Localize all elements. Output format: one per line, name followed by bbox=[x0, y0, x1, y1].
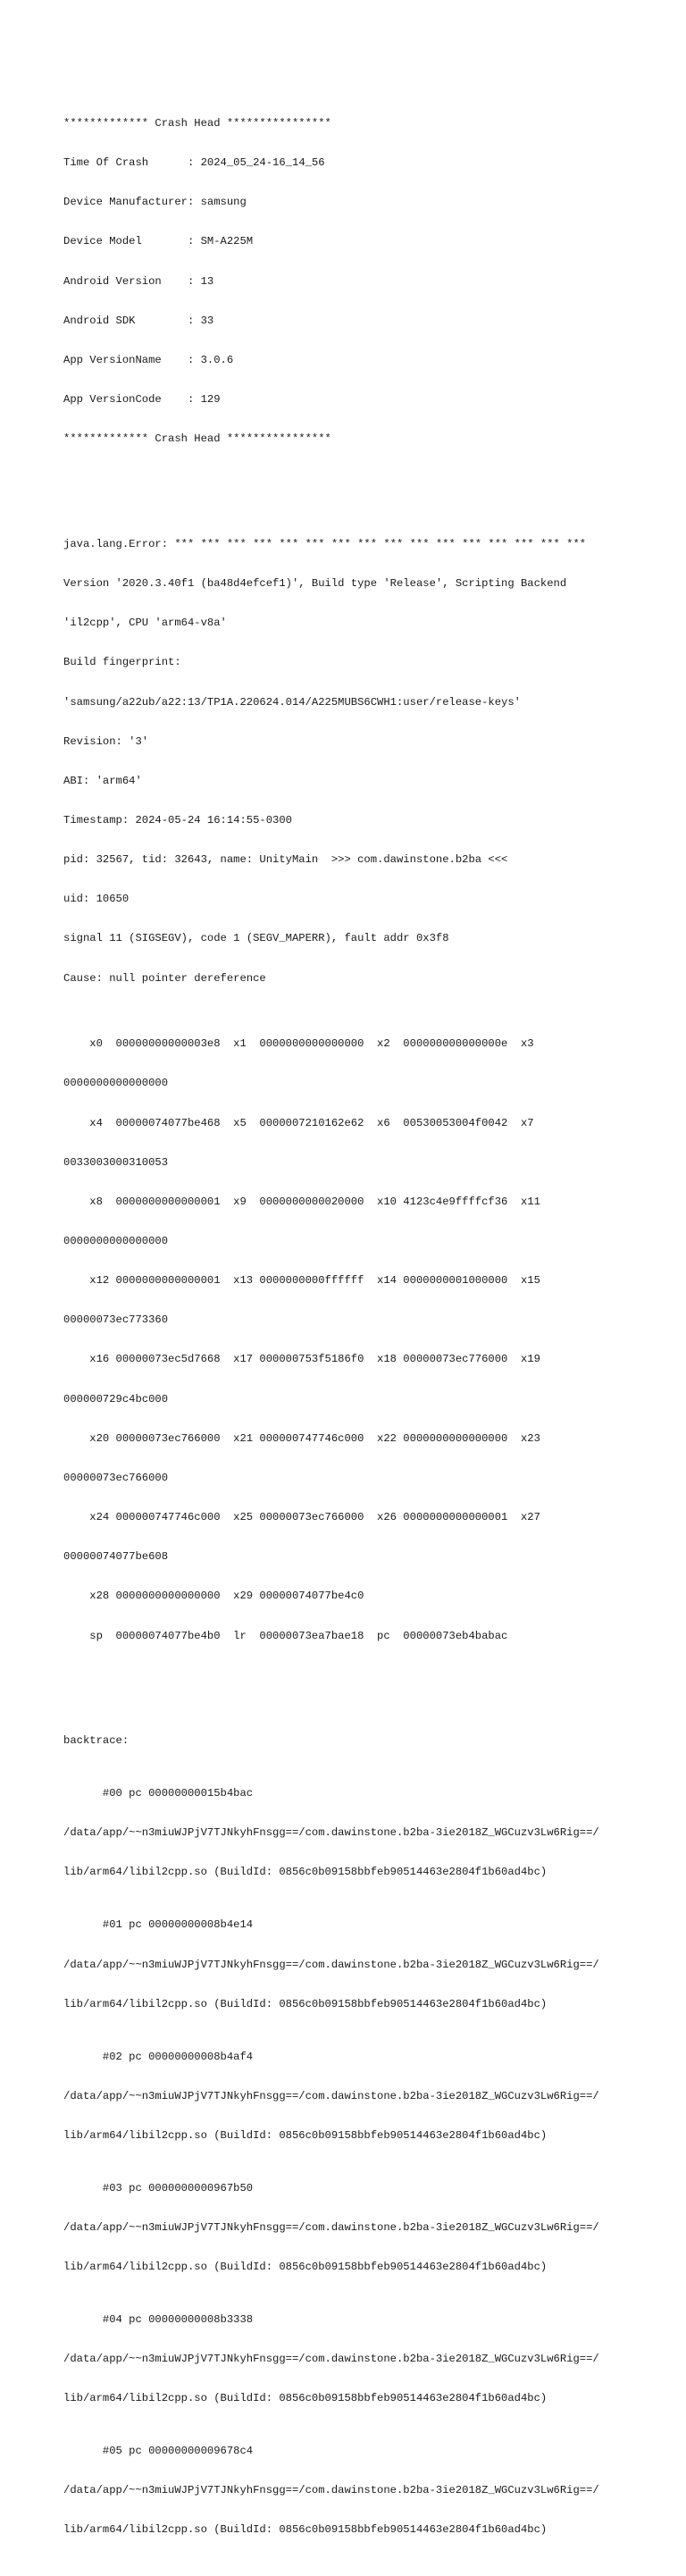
register-line: sp 00000074077be4b0 lr 00000073ea7bae18 pc 00000073eb4babac bbox=[63, 1629, 508, 1642]
crash-head-open: ************* Crash Head **************** bbox=[63, 116, 331, 130]
register-line: 00000073ec773360 bbox=[63, 1313, 169, 1327]
error-line: java.lang.Error: *** *** *** *** *** *** *** *** *** *** *** *** *** *** *** *** bbox=[63, 537, 587, 550]
field-value: 129 bbox=[200, 392, 221, 406]
crash-log-text bbox=[63, 64, 680, 2576]
error-line: ABI: 'arm64' bbox=[63, 774, 142, 787]
backtrace-frame-path: /data/app/~~n3miuWJPjV7TJNkyhFnsgg==/com.dawinstone.b2ba-3ie2018Z_WGCuzv3Lw6Rig==/ bbox=[63, 2353, 599, 2366]
backtrace-frame-pc: #00 pc 00000000015b4bac bbox=[63, 1787, 254, 1800]
field-label: Android SDK bbox=[63, 314, 188, 327]
backtrace-frame-path: /data/app/~~n3miuWJPjV7TJNkyhFnsgg==/com.dawinstone.b2ba-3ie2018Z_WGCuzv3Lw6Rig==/ bbox=[63, 1958, 599, 1971]
register-line: 0000000000000000 bbox=[63, 1234, 169, 1247]
crash-head-field-version-name: App VersionName : 3.0.6 bbox=[63, 353, 234, 366]
backtrace-frame-pc: #01 pc 00000000008b4e14 bbox=[63, 1918, 254, 1932]
field-value: 3.0.6 bbox=[200, 353, 234, 366]
crash-head-field-model: Device Model : SM-A225M bbox=[63, 235, 254, 248]
backtrace-frame-pc: #03 pc 0000000000967b50 bbox=[63, 2181, 254, 2194]
register-line: 000000729c4bc000 bbox=[63, 1392, 169, 1405]
register-line: 00000073ec766000 bbox=[63, 1471, 169, 1484]
field-value: 2024_05_24-16_14_56 bbox=[200, 156, 325, 170]
field-label: Time Of Crash bbox=[63, 156, 188, 170]
register-line: x16 00000073ec5d7668 x17 000000753f5186f0 x18 00000073ec776000 x19 bbox=[63, 1353, 540, 1366]
field-value: 33 bbox=[200, 314, 214, 327]
crash-head-field-manufacturer: Device Manufacturer: samsung bbox=[63, 196, 247, 209]
crash-head-close: ************* Crash Head **************** bbox=[63, 432, 331, 446]
register-line: x20 00000073ec766000 x21 000000747746c000 x22 0000000000000000 x23 bbox=[63, 1431, 540, 1445]
backtrace-frame-path: /data/app/~~n3miuWJPjV7TJNkyhFnsgg==/com.dawinstone.b2ba-3ie2018Z_WGCuzv3Lw6Rig==/ bbox=[63, 2089, 599, 2102]
register-line: x0 00000000000003e8 x1 0000000000000000 x2 000000000000000e x3 bbox=[63, 1037, 534, 1051]
crash-head-field-android-sdk: Android SDK : 33 bbox=[63, 314, 214, 327]
register-line: x4 00000074077be468 x5 0000007210162e62 x6 00530053004f0042 x7 bbox=[63, 1116, 534, 1129]
backtrace-frame-pc: #02 pc 00000000008b4af4 bbox=[63, 2050, 254, 2063]
backtrace-frame-lib: lib/arm64/libil2cpp.so (BuildId: 0856c0b09158bbfeb90514463e2804f1b60ad4bc) bbox=[63, 1866, 548, 1879]
register-line: x8 0000000000000001 x9 0000000000020000 x10 4123c4e9ffffcf36 x11 bbox=[63, 1195, 540, 1208]
field-label: Android Version bbox=[63, 274, 188, 288]
backtrace-frame-path: /data/app/~~n3miuWJPjV7TJNkyhFnsgg==/com.dawinstone.b2ba-3ie2018Z_WGCuzv3Lw6Rig==/ bbox=[63, 2220, 599, 2234]
field-label: App VersionCode bbox=[63, 392, 188, 406]
error-line: pid: 32567, tid: 32643, name: UnityMain >>> com.dawinstone.b2ba <<< bbox=[63, 853, 508, 867]
field-label: App VersionName bbox=[63, 353, 188, 366]
register-line: x24 000000747746c000 x25 00000073ec766000 x26 0000000000000001 x27 bbox=[63, 1511, 540, 1524]
field-label: Device Model bbox=[63, 235, 188, 248]
backtrace-title: backtrace: bbox=[63, 1734, 130, 1748]
error-line: Revision: '3' bbox=[63, 734, 149, 748]
backtrace-frame-lib: lib/arm64/libil2cpp.so (BuildId: 0856c0b09158bbfeb90514463e2804f1b60ad4bc) bbox=[63, 1997, 548, 2010]
blank-line bbox=[63, 1669, 680, 1682]
register-line: x28 0000000000000000 x29 00000074077be4c0 bbox=[63, 1590, 364, 1603]
field-value: samsung bbox=[200, 196, 247, 209]
error-line: Version '2020.3.40f1 (ba48d4efcef1)', Build type 'Release', Scripting Backend bbox=[63, 577, 567, 591]
backtrace-frame-lib: lib/arm64/libil2cpp.so (BuildId: 0856c0b09158bbfeb90514463e2804f1b60ad4bc) bbox=[63, 2523, 548, 2537]
backtrace-frame-lib: lib/arm64/libil2cpp.so (BuildId: 0856c0b09158bbfeb90514463e2804f1b60ad4bc) bbox=[63, 2392, 548, 2405]
error-line: Timestamp: 2024-05-24 16:14:55-0300 bbox=[63, 813, 292, 827]
register-line: x12 0000000000000001 x13 0000000000ffffff x14 0000000001000000 x15 bbox=[63, 1274, 540, 1288]
field-value: 13 bbox=[200, 274, 214, 288]
crash-head-field-time: Time Of Crash : 2024_05_24-16_14_56 bbox=[63, 156, 325, 170]
backtrace-frame-lib: lib/arm64/libil2cpp.so (BuildId: 0856c0b09158bbfeb90514463e2804f1b60ad4bc) bbox=[63, 2261, 548, 2274]
register-line: 00000074077be608 bbox=[63, 1550, 169, 1564]
register-line: 0000000000000000 bbox=[63, 1077, 169, 1090]
crash-head-field-android-version: Android Version : 13 bbox=[63, 274, 214, 288]
backtrace-frame-pc: #05 pc 00000000009678c4 bbox=[63, 2445, 254, 2458]
error-line: uid: 10650 bbox=[63, 893, 130, 906]
crash-head-field-version-code: App VersionCode : 129 bbox=[63, 392, 221, 406]
error-line: Cause: null pointer dereference bbox=[63, 971, 266, 985]
backtrace-frame-pc: #04 pc 00000000008b3338 bbox=[63, 2312, 254, 2326]
backtrace-frame-path: /data/app/~~n3miuWJPjV7TJNkyhFnsgg==/com.dawinstone.b2ba-3ie2018Z_WGCuzv3Lw6Rig==/ bbox=[63, 1826, 599, 1840]
error-line: 'samsung/a22ub/a22:13/TP1A.220624.014/A225MUBS6CWH1:user/release-keys' bbox=[63, 695, 521, 709]
backtrace-frame-path: /data/app/~~n3miuWJPjV7TJNkyhFnsgg==/com.dawinstone.b2ba-3ie2018Z_WGCuzv3Lw6Rig==/ bbox=[63, 2484, 599, 2497]
error-line: signal 11 (SIGSEGV), code 1 (SEGV_MAPERR), fault addr 0x3f8 bbox=[63, 932, 449, 945]
blank-line bbox=[63, 472, 680, 485]
field-label: Device Manufacturer bbox=[63, 196, 188, 209]
backtrace-frame-lib: lib/arm64/libil2cpp.so (BuildId: 0856c0b09158bbfeb90514463e2804f1b60ad4bc) bbox=[63, 2128, 548, 2142]
field-value: SM-A225M bbox=[200, 235, 254, 248]
register-line: 0033003000310053 bbox=[63, 1155, 169, 1169]
error-line: Build fingerprint: bbox=[63, 656, 181, 669]
error-line: 'il2cpp', CPU 'arm64-v8a' bbox=[63, 617, 227, 630]
